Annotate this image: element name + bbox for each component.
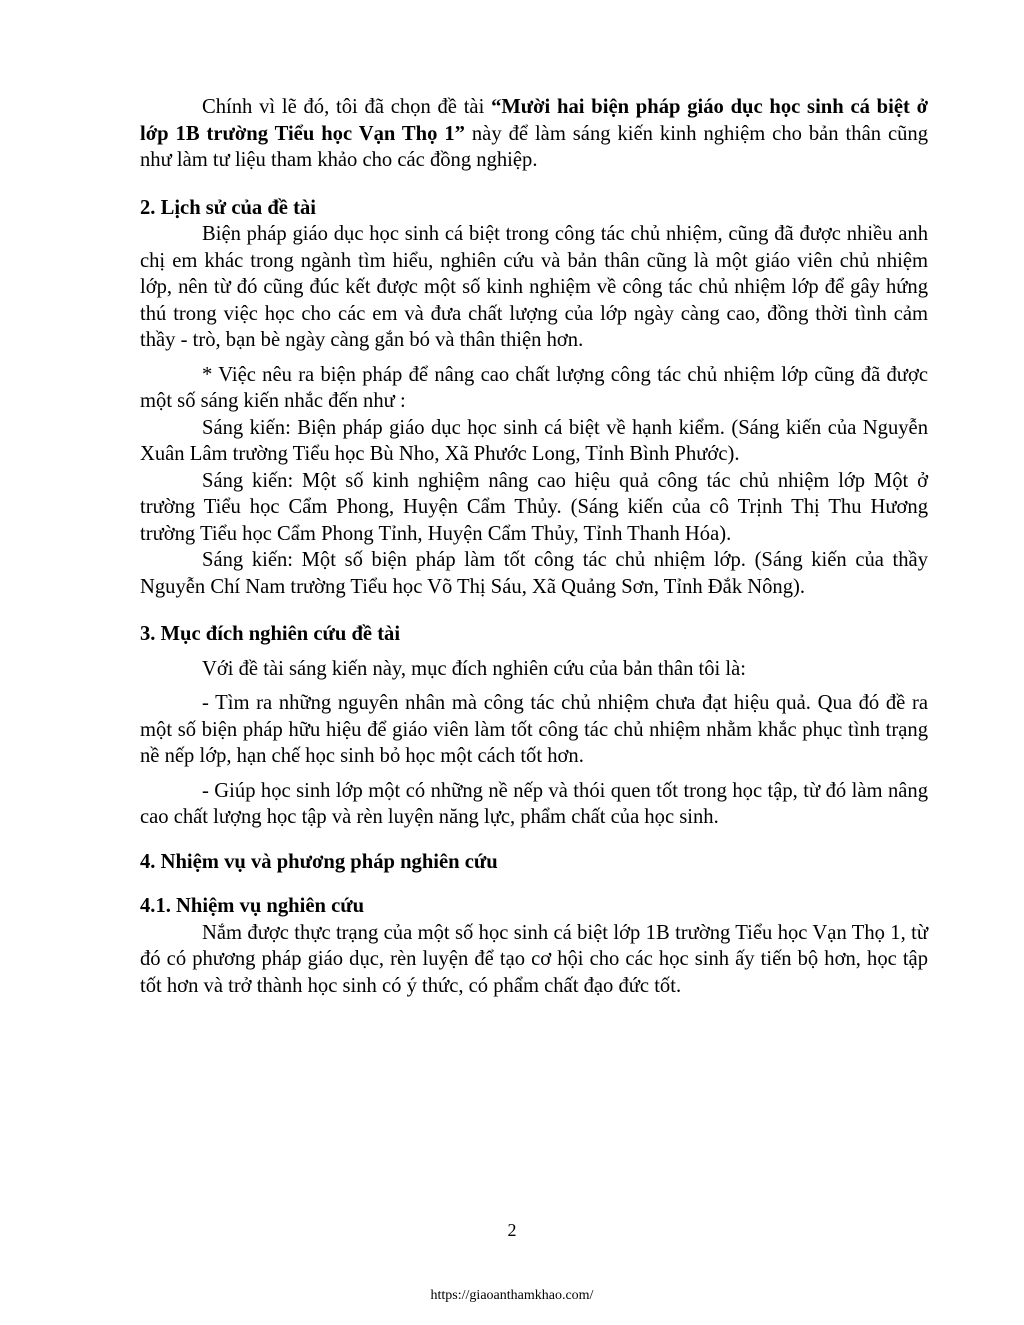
section-2-heading: 2. Lịch sử của đề tài	[140, 196, 316, 219]
section-4-heading: 4. Nhiệm vụ và phương pháp nghiên cứu	[140, 850, 498, 873]
section-2-paragraph-2: * Việc nêu ra biện pháp để nâng cao chất lượng công tác chủ nhiệm lớp cũng đã được một số sáng kiến nhắc đến như :	[140, 363, 928, 412]
page-number: 2	[507, 1220, 517, 1240]
section-2-paragraph-1: Biện pháp giáo dục học sinh cá biệt trong công tác chủ nhiệm, cũng đã được nhiều anh chị em khác trong ngành tìm hiểu, nghiên cứu và bản thân cũng là một giáo viên chủ nhiệm lớp, nên từ đó cũng đúc kết được một số kinh nghiệm về công tác chủ nhiệm lớp để gây hứng thú trong việc học cho các em và đưa chất lượng của lớp ngày càng cao, đồng thời tình cảm thầy - trò, bạn bè ngày càng gắn bó và thân thiện hơn.	[140, 223, 928, 351]
section-3-paragraph-1: Với đề tài sáng kiến này, mục đích nghiên cứu của bản thân tôi là:	[202, 657, 746, 680]
intro-paragraph	[140, 94, 928, 174]
section-2-paragraph-3: Sáng kiến: Biện pháp giáo dục học sinh cá biệt về hạnh kiểm. (Sáng kiến của Nguyễn Xuân Lâm trường Tiểu học Bù Nho, Xã Phước Long, Tỉnh Bình Phước).	[140, 416, 928, 465]
section-2-paragraph-5: Sáng kiến: Một số biện pháp làm tốt công tác chủ nhiệm lớp. (Sáng kiến của thầy Nguyễn Chí Nam trường Tiểu học Võ Thị Sáu, Xã Quảng Sơn, Tỉnh Đắk Nông).	[140, 549, 928, 598]
intro-lead: Chính vì lẽ đó, tôi đã chọn đề tài	[202, 96, 492, 118]
section-4-1-heading: 4.1. Nhiệm vụ nghiên cứu	[140, 895, 365, 917]
footer-url: https://giaoanthamkhao.com/	[430, 1288, 594, 1303]
section-4-1-paragraph-1: Nắm được thực trạng của một số học sinh cá biệt lớp 1B trường Tiểu học Vạn Thọ 1, từ đó có phương pháp giáo dục, rèn luyện để tạo cơ hội cho các học sinh ấy tiến bộ hơn, học tập tốt hơn và trở thành học sinh có ý thức, có phẩm chất đạo đức tốt.	[140, 921, 928, 997]
topic-title: “Mười hai biện pháp giáo dục học sinh cá biệt ở lớp 1B trường Tiểu học Vạn Thọ 1”	[140, 96, 928, 145]
section-2-paragraph-4: Sáng kiến: Một số kinh nghiệm nâng cao hiệu quả công tác chủ nhiệm lớp Một ở trường Tiểu học Cẩm Phong, Huyện Cẩm Thủy. (Sáng kiến của cô Trịnh Thị Thu Hương trường Tiểu học Cẩm Phong Tỉnh, Huyện Cẩm Thủy, Tỉnh Thanh Hóa).	[140, 469, 928, 545]
document-page	[140, 94, 928, 999]
section-3-paragraph-2: - Tìm ra những nguyên nhân mà công tác chủ nhiệm chưa đạt hiệu quả. Qua đó đề ra một số biện pháp hữu hiệu để giáo viên làm tốt công tác chủ nhiệm nhằm khắc phục tình trạng nề nếp lớp, hạn chế học sinh bỏ học một cách tốt hơn.	[140, 692, 928, 767]
section-3-paragraph-3: - Giúp học sinh lớp một có những nề nếp và thói quen tốt trong học tập, từ đó làm nâng cao chất lượng học tập và rèn luyện năng lực, phẩm chất của học sinh.	[140, 779, 928, 828]
section-3-heading: 3. Mục đích nghiên cứu đề tài	[140, 623, 401, 645]
intro-tail: này để làm sáng kiến kinh nghiệm cho bản thân cũng như làm tư liệu tham khảo cho các đồng nghiệp.	[140, 122, 928, 171]
